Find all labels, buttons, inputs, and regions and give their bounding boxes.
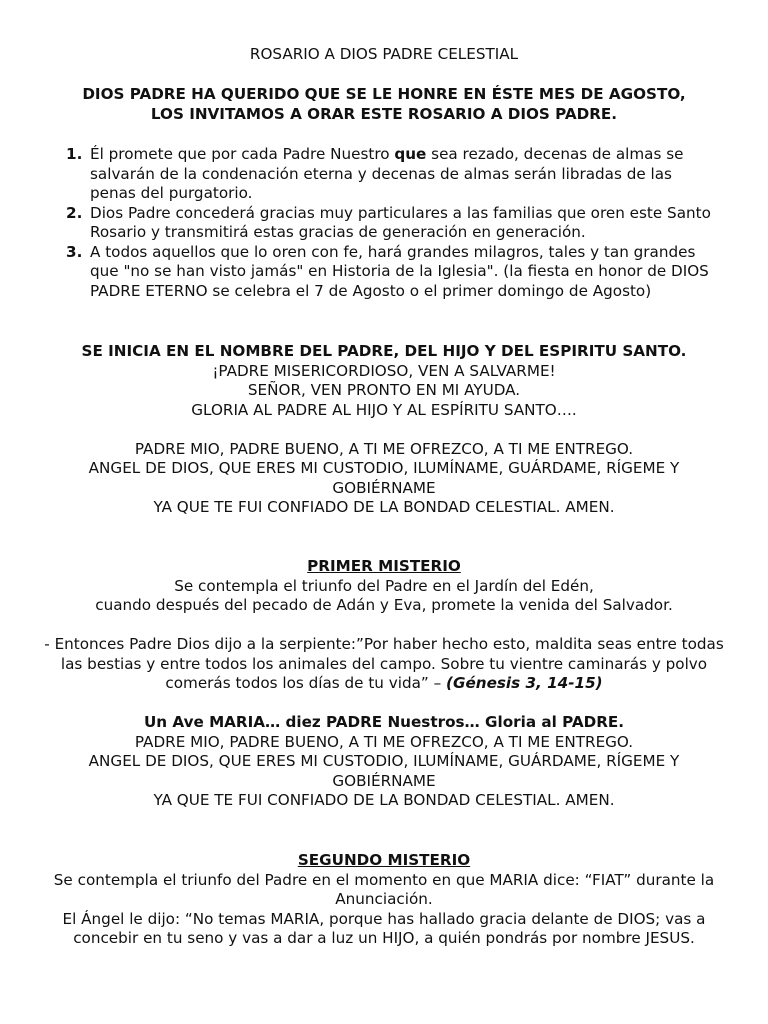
promise-item-3 — [66, 243, 714, 302]
mystery-2-line-1: Se contempla el triunfo del Padre en el momento en que MARIA dice: “FIAT” durante la Anunciación. — [53, 870, 715, 908]
prayer-line-3: YA QUE TE FUI CONFIADO DE LA BONDAD CELESTIAL. AMEN. — [153, 791, 615, 809]
opening-line-1: ¡PADRE MISERICORDIOSO, VEN A SALVARME! — [212, 361, 556, 380]
opening-section — [40, 342, 728, 518]
promise-text-pre: Él promete que por cada Padre Nuestro — [90, 145, 395, 163]
promise-number: 2. — [66, 203, 83, 222]
mystery-1-quote — [40, 635, 728, 694]
prayer-line-2: ANGEL DE DIOS, QUE ERES MI CUSTODIO, ILUMÍNAME, GUÁRDAME, RÍGEME Y GOBIÉRNAME — [88, 752, 680, 790]
promises-list — [66, 145, 714, 301]
opening-heading: SE INICIA EN EL NOMBRE DEL PADRE, DEL HIJO Y DEL ESPIRITU SANTO. — [81, 342, 687, 360]
mystery-1-reference: (Génesis 3, 14-15) — [446, 674, 603, 692]
promise-text-post: sea rezado, decenas de almas se salvarán de la condenación eterna y decenas de almas serán libradas de las penas del purgatorio. — [90, 145, 684, 202]
mystery-2-heading: SEGUNDO MISTERIO — [297, 851, 471, 869]
mystery-1-quote-text: - Entonces Padre Dios dijo a la serpiente:”Por haber hecho esto, maldita seas entre todas las bestias y entre todos los animales del campo. Sobre tu vientre caminarás y polvo comerás todos los días de tu vida” – — [44, 635, 724, 692]
promise-item-2 — [66, 204, 714, 243]
mystery-1-line-2: cuando después del pecado de Adán y Eva, promete la venida del Salvador. — [95, 596, 673, 614]
promise-item-1 — [66, 145, 714, 204]
mystery-1-line-1: Se contempla el triunfo del Padre en el Jardín del Edén, — [174, 576, 594, 595]
document-title: ROSARIO A DIOS PADRE CELESTIAL — [249, 45, 519, 63]
opening-line-3: GLORIA AL PADRE AL HIJO Y AL ESPÍRITU SANTO…. — [191, 400, 577, 419]
promise-text-bold: que — [394, 145, 427, 163]
prayer-line-1: PADRE MIO, PADRE BUENO, A TI ME OFREZCO, A TI ME ENTREGO. — [134, 732, 634, 751]
promise-text: A todos aquellos que lo oren con fe, hará grandes milagros, tales y tan grandes que "no se han visto jamás" en Historia de la Iglesia". (la fiesta en honor de DIOS PADRE ETERNO se celebra el 7 de Agosto o el primer domingo de Agosto) — [90, 242, 709, 300]
mystery-1-decade: Un Ave MARIA… diez PADRE Nuestros… Gloria al PADRE. — [143, 713, 625, 731]
mystery-1-section — [40, 557, 728, 811]
intro-line-1: DIOS PADRE HA QUERIDO QUE SE LE HONRE EN ÉSTE MES DE AGOSTO, — [82, 85, 686, 103]
mystery-1-heading: PRIMER MISTERIO — [307, 557, 461, 575]
mystery-2-line-2: El Ángel le dijo: “No temas MARIA, porque has hallado gracia delante de DIOS; vas a concebir en tu seno y vas a dar a luz un HIJO, a quién pondrás por nombre JESUS. — [62, 909, 706, 947]
promise-number: 3. — [66, 242, 83, 261]
intro-line-2: LOS INVITAMOS A ORAR ESTE ROSARIO A DIOS PADRE. — [150, 104, 618, 123]
prayer-line-1: PADRE MIO, PADRE BUENO, A TI ME OFREZCO, A TI ME ENTREGO. — [134, 439, 634, 458]
prayer-line-2: ANGEL DE DIOS, QUE ERES MI CUSTODIO, ILUMÍNAME, GUÁRDAME, RÍGEME Y GOBIÉRNAME — [88, 459, 680, 497]
promise-number: 1. — [66, 145, 83, 163]
intro-heading — [40, 85, 728, 124]
promise-text: Dios Padre concederá gracias muy particulares a las familias que oren este Santo Rosario y transmitirá estas gracias de generación en generación. — [90, 203, 711, 241]
opening-line-2: SEÑOR, VEN PRONTO EN MI AYUDA. — [247, 381, 521, 399]
mystery-2-section — [40, 851, 728, 949]
prayer-line-3: YA QUE TE FUI CONFIADO DE LA BONDAD CELESTIAL. AMEN. — [153, 498, 615, 516]
